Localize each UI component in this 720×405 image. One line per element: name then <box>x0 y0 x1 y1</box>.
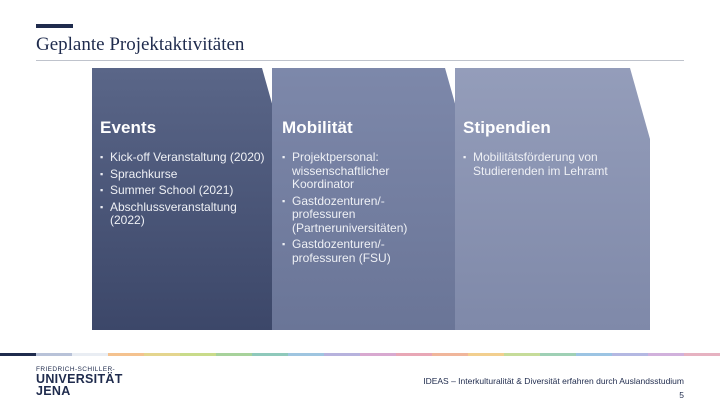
chevron-stipendien <box>455 68 650 330</box>
university-logo <box>36 366 123 397</box>
color-stripe <box>0 353 720 356</box>
column-stipendien <box>463 118 628 181</box>
list-item: ▪ Gastdozenturen/-professuren (FSU) <box>282 238 437 265</box>
list-item: ▪ Kick-off Veranstaltung (2020) <box>100 151 265 165</box>
slide-title: Geplante Projektaktivitäten <box>36 34 245 55</box>
list-item: ▪ Gastdozenturen/-professuren (Partneruniversitäten) <box>282 195 437 236</box>
bullet-list <box>463 151 628 178</box>
column-heading: Events <box>100 118 157 137</box>
bullet-list <box>282 151 437 265</box>
logo-line-3: JENA <box>36 384 71 398</box>
list-item: ▪ Mobilitätsförderung von Studierenden im Lehramt <box>463 151 628 178</box>
column-mobilitaet <box>282 118 437 268</box>
footer-project-title: IDEAS – Interkulturalität & Diversität erfahren durch Auslandsstudium <box>423 376 684 386</box>
list-item: ▪ Sprachkurse <box>100 168 265 182</box>
column-heading: Stipendien <box>463 118 551 137</box>
logo-line-2: UNIVERSITÄT <box>36 372 123 386</box>
logo-line-1: FRIEDRICH-SCHILLER- <box>36 366 116 373</box>
bullet-list <box>100 151 265 228</box>
page-number: 5 <box>679 390 684 400</box>
list-item: ▪ Projektpersonal: wissenschaftlicher Koordinator <box>282 151 437 192</box>
column-heading: Mobilität <box>282 118 353 137</box>
list-item: ▪ Abschlussveranstaltung (2022) <box>100 201 265 228</box>
list-item: ▪ Summer School (2021) <box>100 184 265 198</box>
column-events <box>100 118 265 231</box>
